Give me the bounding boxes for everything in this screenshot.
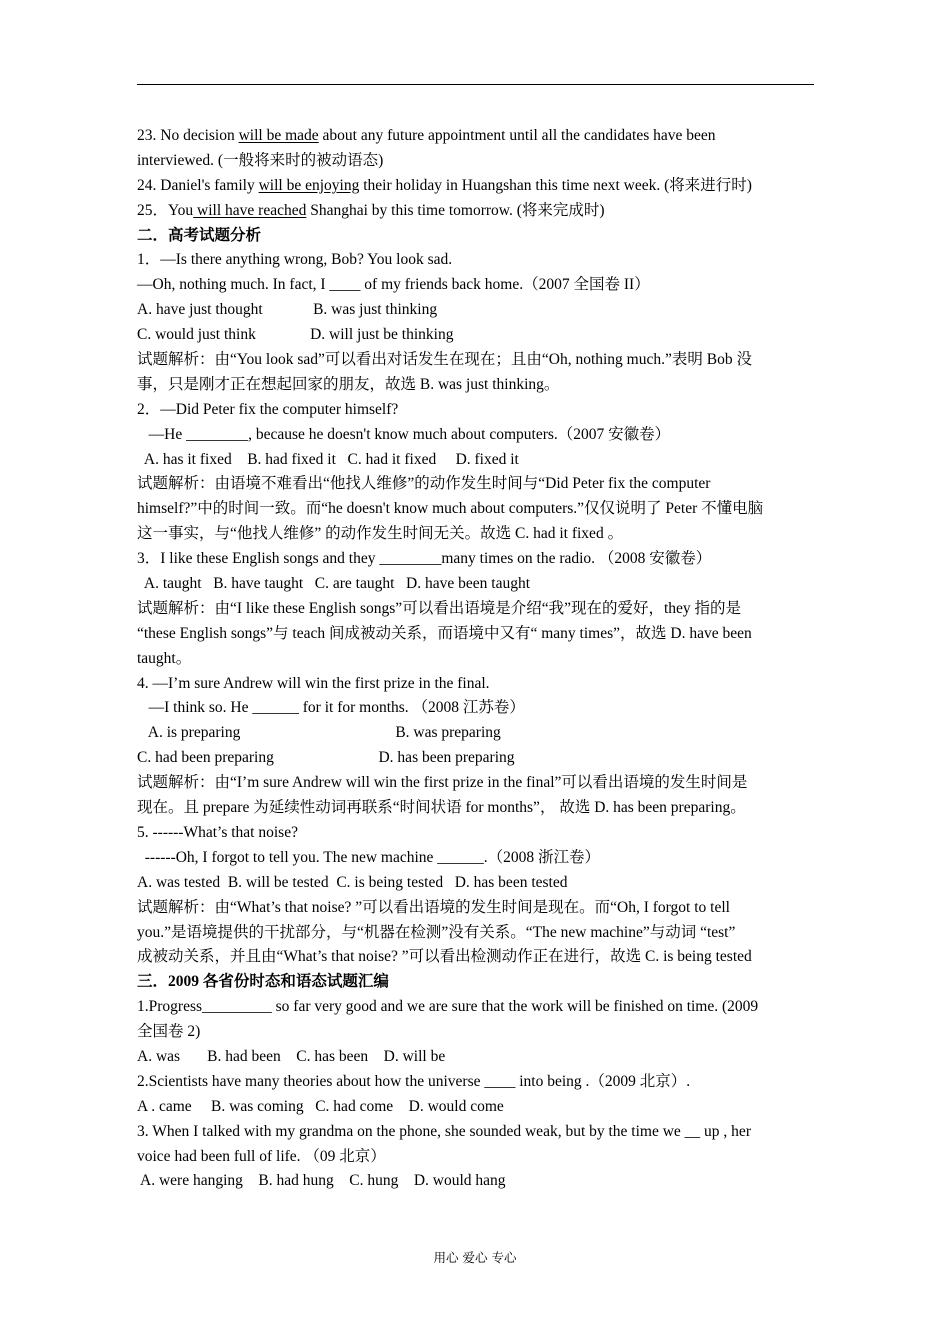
text-line xyxy=(137,174,817,199)
text-run: taught。 xyxy=(137,649,192,667)
text-run: 1.Progress_________ so far very good and we are sure that the work will be finished on time. (2009 xyxy=(137,998,759,1016)
text-line xyxy=(137,1095,817,1120)
text-run: C. would just think D. will just be thinking xyxy=(137,326,454,344)
text-run: 事，只是刚才正在想起回家的朋友，故选 B. was just thinking。 xyxy=(137,375,560,393)
text-line xyxy=(137,921,817,946)
text-run: 2．—Did Peter fix the computer himself? xyxy=(137,400,399,418)
text-run: 试题解析：由“What’s that noise? ”可以看出语境的发生时间是现在。而“Oh, I forgot to tell xyxy=(137,898,730,916)
text-run: 4. —I’m sure Andrew will win the first prize in the final. xyxy=(137,674,490,692)
section-heading: 二．高考试题分析 xyxy=(137,226,262,244)
text-run: 24. Daniel's family xyxy=(137,176,259,194)
text-line xyxy=(137,423,817,448)
text-line xyxy=(137,1070,817,1095)
text-run: A. has it fixed B. had fixed it C. had it fixed D. fixed it xyxy=(137,450,519,468)
text-line xyxy=(137,945,817,970)
text-line xyxy=(137,497,817,522)
text-run: A. is preparing B. was preparing xyxy=(137,724,501,742)
text-run: himself?”中的时间一致。而“he doesn't know much about computers.”仅仅说明了 Peter 不懂电脑 xyxy=(137,500,764,518)
text-line xyxy=(137,224,817,249)
text-run: 2.Scientists have many theories about how the universe ____ into being .（2009 北京）. xyxy=(137,1072,691,1090)
text-run: voice had been full of life. （09 北京） xyxy=(137,1147,386,1165)
text-line xyxy=(137,696,817,721)
text-line xyxy=(137,472,817,497)
text-line xyxy=(137,373,817,398)
text-line xyxy=(137,871,817,896)
text-run: A. was tested B. will be tested C. is being tested D. has been tested xyxy=(137,873,568,891)
text-run: “these English songs”与 teach 间成被动关系，而语境中又有“ many times”，故选 D. have been xyxy=(137,624,752,642)
text-line xyxy=(137,348,817,373)
text-line xyxy=(137,1145,817,1170)
underlined-answer: will be enjoying xyxy=(258,176,360,194)
text-run: 试题解析：由“I’m sure Andrew will win the first prize in the final”可以看出语境的发生时间是 xyxy=(137,774,748,792)
text-line xyxy=(137,1045,817,1070)
document-body xyxy=(137,124,817,1194)
text-line xyxy=(137,846,817,871)
text-run: —I think so. He ______ for it for months. （2008 江苏卷） xyxy=(137,699,525,717)
text-line xyxy=(137,672,817,697)
text-line xyxy=(137,796,817,821)
text-line xyxy=(137,647,817,672)
text-line xyxy=(137,572,817,597)
text-run: 全国卷 2) xyxy=(137,1023,201,1041)
text-run: 试题解析：由“You look sad”可以看出对话发生在现在；且由“Oh, nothing much.”表明 Bob 没 xyxy=(137,351,752,369)
text-run: 3. When I talked with my grandma on the phone, she sounded weak, but by the time we __ up , her xyxy=(137,1122,751,1140)
text-run: A. taught B. have taught C. are taught D. have been taught xyxy=(137,575,531,593)
text-run: 试题解析：由语境不难看出“他找人维修”的动作发生时间与“Did Peter fix the computer xyxy=(137,475,711,493)
text-line xyxy=(137,746,817,771)
text-run: Shanghai by this time tomorrow. (将来完成时) xyxy=(306,201,605,219)
text-run: A. was B. had been C. has been D. will be xyxy=(137,1047,446,1065)
text-line xyxy=(137,1120,817,1145)
text-line xyxy=(137,721,817,746)
text-line xyxy=(137,547,817,572)
text-line xyxy=(137,298,817,323)
text-line xyxy=(137,597,817,622)
text-line xyxy=(137,896,817,921)
text-line xyxy=(137,1020,817,1045)
text-run: about any future appointment until all the candidates have been xyxy=(318,127,716,144)
text-line xyxy=(137,771,817,796)
text-run: 3．I like these English songs and they ________many times on the radio. （2008 安徽卷） xyxy=(137,550,712,568)
text-line xyxy=(137,970,817,995)
text-run: 23. No decision xyxy=(137,127,239,144)
page-footer: 用心 爱心 专心 xyxy=(433,1250,517,1265)
text-run: 5. ------What’s that noise? xyxy=(137,823,298,841)
text-run: C. had been preparing D. has been preparing xyxy=(137,749,515,767)
text-line xyxy=(137,273,817,298)
text-run: A. were hanging B. had hung C. hung D. would hang xyxy=(137,1172,506,1190)
text-run: 成被动关系，并且由“What’s that noise? ”可以看出检测动作正在进行，故选 C. is being tested xyxy=(137,948,752,966)
underlined-answer: will be made xyxy=(238,127,319,144)
text-run: ------Oh, I forgot to tell you. The new machine ______.（2008 浙江卷） xyxy=(137,848,601,866)
text-run: 这一事实，与“他找人维修” 的动作发生时间无关。故选 C. had it fixed 。 xyxy=(137,525,624,543)
text-run: —He ________, because he doesn't know much about computers.（2007 安徽卷） xyxy=(137,425,671,443)
text-run: interviewed. (一般将来时的被动语态) xyxy=(137,151,384,169)
text-line xyxy=(137,448,817,473)
text-line xyxy=(137,821,817,846)
text-run: their holiday in Huangshan this time next week. (将来进行时) xyxy=(359,176,752,194)
text-line xyxy=(137,995,817,1020)
text-line xyxy=(137,1169,817,1194)
header-rule xyxy=(137,84,814,85)
text-run: 1．—Is there anything wrong, Bob? You look sad. xyxy=(137,251,453,269)
underlined-answer: will have reached xyxy=(193,201,307,219)
text-line xyxy=(137,199,817,224)
text-line xyxy=(137,522,817,547)
text-line xyxy=(137,149,817,174)
text-line xyxy=(137,398,817,423)
text-run: A . came B. was coming C. had come D. would come xyxy=(137,1097,504,1115)
text-line xyxy=(137,622,817,647)
section-heading: 三．2009 各省份时态和语态试题汇编 xyxy=(137,973,389,991)
text-run: 试题解析：由“I like these English songs”可以看出语境是介绍“我”现在的爱好，they 指的是 xyxy=(137,599,742,617)
text-line xyxy=(137,124,817,149)
text-run: A. have just thought B. was just thinking xyxy=(137,301,438,319)
text-run: —Oh, nothing much. In fact, I ____ of my friends back home.（2007 全国卷 II） xyxy=(137,276,650,294)
text-line xyxy=(137,248,817,273)
text-line xyxy=(137,323,817,348)
text-run: you.”是语境提供的干扰部分，与“机器在检测”没有关系。“The new machine”与动词 “test” xyxy=(137,923,736,941)
text-run: 现在。且 prepare 为延续性动词再联系“时间状语 for months”， 故选 D. has been preparing。 xyxy=(137,799,746,817)
text-run: 25．You xyxy=(137,201,194,219)
